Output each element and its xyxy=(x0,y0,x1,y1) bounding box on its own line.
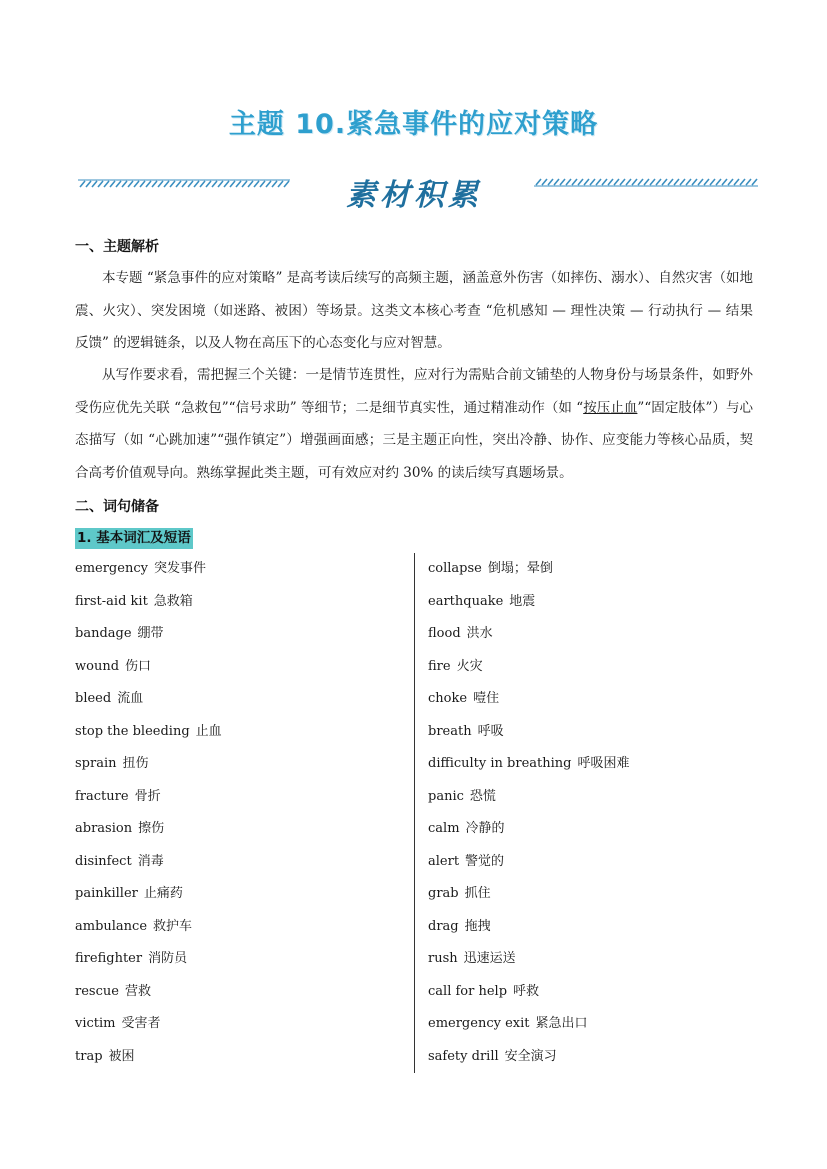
vocab-english: emergency exit xyxy=(428,1016,530,1031)
vocab-chinese: 紧急出口 xyxy=(535,1016,588,1031)
vocab-english: wound xyxy=(75,658,120,674)
vocab-item xyxy=(428,1041,748,1074)
vocab-item xyxy=(75,716,395,749)
vocab-chinese: 扭伤 xyxy=(122,756,149,771)
analysis-paragraph-1: 本专题 “紧急事件的应对策略” 是高考读后续写的高频主题，涵盖意外伤害（如摔伤、溺水）、自然灾害（如地震、火灾）、突发困境（如迷路、被困）等场景。这类文本核心考查 “危机感知 — 理性决策 — 行动执行 — 结果反馈” 的逻辑链条，以及人物在高压下的心态变化与应对智慧。 xyxy=(75,270,753,351)
vocab-english: fire xyxy=(428,658,451,674)
vocab-chinese: 流血 xyxy=(117,691,144,706)
vocab-english: call for help xyxy=(428,983,508,999)
vocab-english: stop the bleeding xyxy=(75,723,190,739)
vocab-english: rush xyxy=(428,951,458,966)
banner-decoration-right xyxy=(534,178,758,188)
analysis-paragraph-2 xyxy=(75,359,753,489)
vocabulary-subheading: 1. 基本词汇及短语 xyxy=(75,528,193,549)
vocab-chinese: 冷静的 xyxy=(465,821,505,836)
vocab-chinese: 地震 xyxy=(509,593,536,609)
vocab-english: fracture xyxy=(75,788,129,804)
vocab-english: difficulty in breathing xyxy=(428,756,572,771)
vocab-chinese: 止血 xyxy=(195,723,222,739)
vocab-item xyxy=(75,878,395,911)
vocab-english: safety drill xyxy=(428,1048,499,1064)
vocab-chinese: 受害者 xyxy=(121,1016,161,1031)
vocab-chinese: 救护车 xyxy=(153,918,193,934)
vocab-chinese: 突发事件 xyxy=(153,561,206,576)
vocab-english: alert xyxy=(428,853,460,869)
vocab-chinese: 安全演习 xyxy=(504,1048,557,1064)
vocab-chinese: 呼吸 xyxy=(477,723,504,739)
vocab-chinese: 倒塌；晕倒 xyxy=(487,561,553,576)
vocab-chinese: 洪水 xyxy=(466,626,493,641)
vocab-chinese: 绷带 xyxy=(137,626,164,641)
vocab-item xyxy=(428,586,748,619)
vocab-item xyxy=(428,748,748,781)
vocab-english: grab xyxy=(428,886,459,901)
vocab-item xyxy=(428,846,748,879)
vocab-english: drag xyxy=(428,918,459,934)
vocab-chinese: 被困 xyxy=(108,1048,135,1064)
vocab-item xyxy=(428,943,748,976)
vocab-item xyxy=(75,911,395,944)
vocab-item xyxy=(75,1041,395,1074)
vocab-chinese: 营救 xyxy=(124,983,151,999)
banner-decoration-left xyxy=(78,178,290,188)
vocab-english: sprain xyxy=(75,756,117,771)
vocabulary-list-left xyxy=(75,553,395,1073)
banner-title: 素材积累 xyxy=(346,178,482,213)
column-divider xyxy=(414,553,415,1073)
vocab-english: trap xyxy=(75,1048,103,1064)
vocab-item xyxy=(75,976,395,1009)
vocab-item xyxy=(428,781,748,814)
vocab-english: earthquake xyxy=(428,593,504,609)
vocab-item xyxy=(428,651,748,684)
vocab-chinese: 消防员 xyxy=(148,951,188,966)
vocab-item xyxy=(75,651,395,684)
vocab-item xyxy=(75,618,395,651)
vocab-chinese: 急救箱 xyxy=(153,593,193,609)
vocab-item xyxy=(75,846,395,879)
vocab-english: panic xyxy=(428,788,464,804)
vocab-item xyxy=(428,683,748,716)
vocab-chinese: 噎住 xyxy=(473,691,500,706)
vocab-chinese: 骨折 xyxy=(134,788,161,804)
vocab-item xyxy=(75,586,395,619)
vocab-chinese: 火灾 xyxy=(456,658,483,674)
vocab-chinese: 呼救 xyxy=(513,983,540,999)
vocab-item xyxy=(428,976,748,1009)
vocab-english: bleed xyxy=(75,691,112,706)
vocab-item xyxy=(75,1008,395,1041)
vocab-item xyxy=(75,781,395,814)
vocab-chinese: 止痛药 xyxy=(143,886,183,901)
vocab-item xyxy=(428,1008,748,1041)
vocab-chinese: 消毒 xyxy=(137,853,164,869)
vocab-english: collapse xyxy=(428,561,482,576)
vocab-item xyxy=(428,618,748,651)
vocab-english: ambulance xyxy=(75,918,148,934)
vocab-english: flood xyxy=(428,626,461,641)
vocab-english: victim xyxy=(75,1016,116,1031)
vocab-item xyxy=(428,878,748,911)
vocab-item xyxy=(428,553,748,586)
vocab-english: emergency xyxy=(75,561,148,576)
vocab-english: abrasion xyxy=(75,821,133,836)
vocab-item xyxy=(428,911,748,944)
vocab-english: choke xyxy=(428,691,468,706)
vocab-english: first-aid kit xyxy=(75,593,148,609)
vocab-item xyxy=(75,813,395,846)
document-title: 主题 10.紧急事件的应对策略 xyxy=(228,109,599,140)
vocab-chinese: 迅速运送 xyxy=(463,951,516,966)
section-heading-analysis: 一、主题解析 xyxy=(75,239,159,255)
vocabulary-list-right xyxy=(428,553,748,1073)
vocab-english: rescue xyxy=(75,983,119,999)
vocab-chinese: 抓住 xyxy=(464,886,491,901)
vocab-chinese: 呼吸困难 xyxy=(577,756,630,771)
vocab-english: disinfect xyxy=(75,853,132,869)
vocab-chinese: 警觉的 xyxy=(465,853,505,869)
vocab-chinese: 恐慌 xyxy=(469,788,496,804)
vocab-item xyxy=(75,748,395,781)
vocab-english: bandage xyxy=(75,626,132,641)
vocab-item xyxy=(75,553,395,586)
vocab-english: calm xyxy=(428,821,460,836)
vocab-english: firefighter xyxy=(75,951,143,966)
vocab-item xyxy=(75,683,395,716)
vocab-item xyxy=(428,813,748,846)
vocab-chinese: 擦伤 xyxy=(138,821,165,836)
paragraph-2-part-a: 从写作要求看，需把握三个关键：一是情节连贯性，应对行为需贴合前文铺垫的人物身份与场景条件，如野外受伤应优先关联 “急救包”“信号求助” 等细节；二是细节真实性，通过精准动作（如 “ xyxy=(75,367,753,416)
paragraph-2-part-b: ”“固定肢体”）与心态描写（如 “心跳加速”“强作镇定”）增强画面感；三是主题正向性，突出冷静、协作、应变能力等核心品质，契合高考价值观导向。熟练掌握此类主题，可有效应对约 30% 的读后续写真题场景。 xyxy=(75,399,753,481)
underlined-phrase: 按压止血 xyxy=(583,399,638,416)
vocab-chinese: 拖拽 xyxy=(464,918,491,934)
vocab-item xyxy=(428,716,748,749)
section-heading-vocabulary: 二、词句储备 xyxy=(75,499,159,515)
vocab-english: breath xyxy=(428,723,472,739)
vocab-english: painkiller xyxy=(75,886,138,901)
vocab-item xyxy=(75,943,395,976)
vocab-chinese: 伤口 xyxy=(125,658,152,674)
